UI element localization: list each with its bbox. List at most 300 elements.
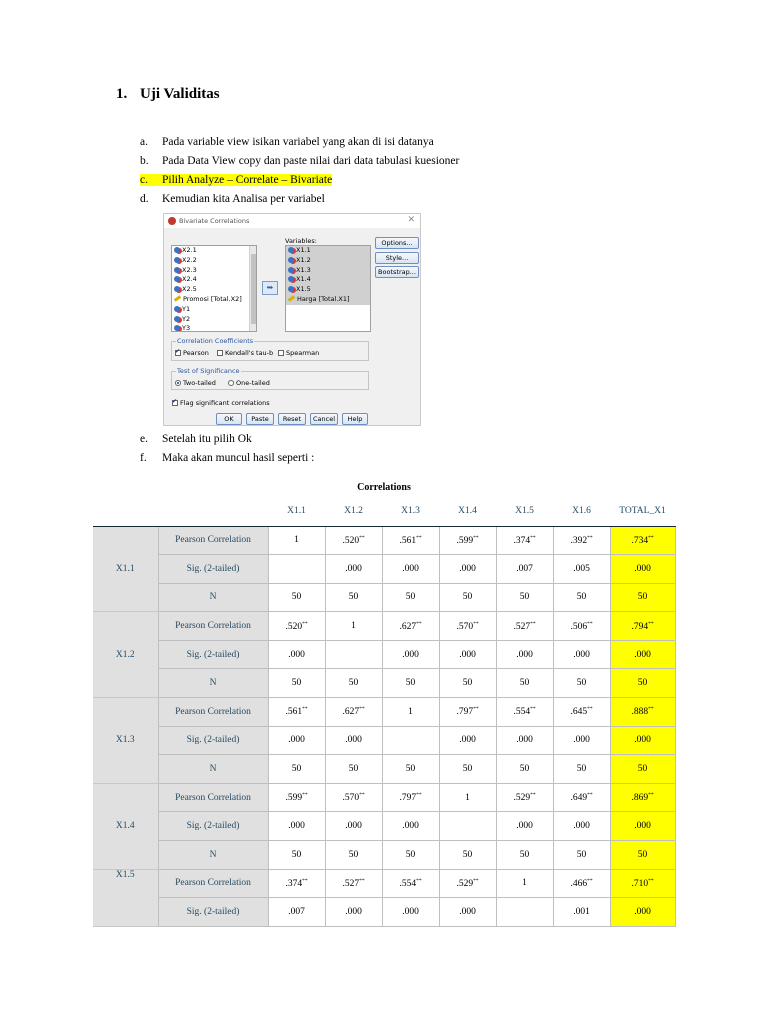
cell-value: 50 [291,678,302,689]
table-cell [496,755,553,784]
significance-mark: ** [648,706,654,713]
cell-value: .000 [402,563,419,574]
table-cell [439,583,496,612]
cell-value: 50 [405,678,416,689]
cell-value: 50 [637,764,648,775]
cell-value: .000 [516,649,533,660]
total-cell [610,669,675,698]
stat-label: Sig. (2-tailed) [158,726,268,755]
cell-value: .374 [285,878,303,889]
spss-app-icon [168,217,176,225]
cell-value: .000 [345,907,362,918]
cell-value: .000 [459,907,476,918]
bivariate-correlations-dialog [163,213,421,426]
cell-value: 50 [519,678,530,689]
table-cell [496,783,553,812]
arrow-left-icon: ➥ [266,283,274,292]
table-cell [382,812,439,841]
step-letter: c. [140,174,162,186]
table-cell [439,812,496,841]
table-cell [496,612,553,641]
cell-value: .000 [634,821,651,832]
cell-value: .000 [634,735,651,746]
list-item-label: X1.3 [296,265,311,274]
table-cell [439,698,496,727]
table-cell [325,898,382,927]
cell-value: .627 [342,707,360,718]
table-row [93,526,675,555]
table-cell [496,583,553,612]
cell-value: .000 [516,821,533,832]
checkbox-label: Flag significant correlations [180,399,270,407]
scale-variable-icon [288,276,294,282]
table-cell [325,555,382,584]
list-item[interactable] [286,246,370,256]
table-cell [496,726,553,755]
list-item[interactable] [172,256,256,266]
table-cell [325,698,382,727]
step-f [140,452,314,464]
significance-mark: ** [530,534,536,541]
cell-value: 50 [519,592,530,603]
radio-selected-icon [175,380,181,386]
table-cell [382,755,439,784]
table-cell [439,869,496,898]
total-cell [610,612,675,641]
stat-label: Sig. (2-tailed) [158,640,268,669]
cell-value: .000 [459,563,476,574]
cell-value: .000 [634,649,651,660]
table-cell [439,612,496,641]
significance-mark: ** [416,534,422,541]
source-variable-list[interactable] [171,245,257,332]
cell-value: .649 [570,793,588,804]
scale-variable-icon [288,257,294,263]
table-cell [268,583,325,612]
cell-value: 50 [637,849,648,860]
cell-value: 50 [462,764,473,775]
cell-value: 1 [351,621,356,632]
table-cell [325,841,382,870]
cell-value: .000 [402,907,419,918]
stat-label: Pearson Correlation [158,612,268,641]
step-e [140,433,252,445]
list-item[interactable] [172,295,256,305]
significance-mark: ** [648,534,654,541]
table-cell [553,783,610,812]
list-item[interactable] [286,256,370,266]
step-letter: f. [140,452,147,464]
table-cell [439,669,496,698]
significance-mark: ** [473,534,479,541]
list-item[interactable] [172,275,256,285]
list-item[interactable] [172,315,256,325]
list-item-label: Y2 [182,314,191,323]
cell-value: .627 [399,621,417,632]
table-cell [553,583,610,612]
list-item[interactable] [286,266,370,276]
cell-value: .000 [459,735,476,746]
cell-value: .888 [631,707,649,718]
cancel-button[interactable]: Cancel [310,413,338,425]
cell-value: .000 [634,563,651,574]
table-cell [268,812,325,841]
table-cell [325,526,382,555]
table-row [93,669,675,698]
step-text: Maka akan muncul hasil seperti : [162,452,315,464]
options-button[interactable]: Options... [375,237,419,249]
scale-variable-icon [174,286,180,292]
column-header: X1.2 [325,496,382,526]
cell-value: 50 [576,678,587,689]
table-cell [439,726,496,755]
cell-value: .001 [573,907,590,918]
stat-label: Sig. (2-tailed) [158,555,268,584]
variables-label: Variables: [285,237,317,245]
list-item[interactable] [172,285,256,295]
stat-label: Pearson Correlation [158,526,268,555]
cell-value: .554 [513,707,531,718]
table-cell [382,526,439,555]
correlation-coefficients-group [171,337,369,361]
cell-value: 50 [405,764,416,775]
table-cell [325,669,382,698]
cell-value: .000 [516,735,533,746]
list-item-label: Promosi [Total.X2] [183,294,242,303]
significance-mark: ** [473,620,479,627]
kendall-checkbox[interactable] [217,349,273,357]
step-text: Pada variable view isikan variabel yang akan di isi datanya [162,136,434,148]
list-item[interactable] [172,266,256,276]
move-variable-button[interactable] [262,281,278,295]
step-b [140,155,459,167]
cell-value: 50 [291,592,302,603]
table-cell [268,755,325,784]
cell-value: 50 [348,764,359,775]
radio-label: Two-tailed [183,379,216,387]
list-item-label: Y3 [182,324,191,332]
table-row [93,583,675,612]
list-item[interactable] [286,285,370,295]
cell-value: 50 [637,592,648,603]
step-text-highlighted: Pilih Analyze – Correlate – Bivariate [162,174,333,186]
list-item-label: X2.5 [182,285,197,294]
step-letter: a. [140,136,148,148]
total-cell [610,698,675,727]
significance-mark: ** [416,620,422,627]
significance-mark: ** [587,877,593,884]
cell-value: .007 [288,907,305,918]
significance-mark: ** [302,706,308,713]
flag-significant-checkbox[interactable] [172,399,270,407]
table-cell [496,526,553,555]
stat-label: N [158,841,268,870]
bootstrap-button[interactable]: Bootstrap... [375,266,419,278]
group-label: Correlation Coefficients [177,337,254,345]
cell-value: .000 [402,821,419,832]
one-tailed-radio[interactable] [228,379,270,387]
step-text: Kemudian kita Analisa per variabel [162,193,325,205]
total-cell [610,783,675,812]
list-item-label: X2.1 [182,246,197,254]
style-button[interactable]: Style... [375,252,419,264]
list-item[interactable] [286,295,370,305]
table-cell [553,869,610,898]
step-a [140,136,434,148]
significance-mark: ** [587,706,593,713]
significance-mark: ** [587,792,593,799]
table-cell [382,698,439,727]
step-letter: e. [140,433,148,445]
table-cell [325,640,382,669]
column-header: X1.1 [268,496,325,526]
cell-value: 50 [462,849,473,860]
close-icon[interactable]: ✕ [407,215,415,225]
table-header-row [93,496,675,526]
cell-value: .869 [631,793,649,804]
spearman-checkbox[interactable] [278,349,319,357]
cell-value: 1 [294,535,299,546]
cell-value: .000 [459,649,476,660]
cell-value: .561 [399,535,417,546]
significance-mark: ** [473,706,479,713]
total-cell [610,841,675,870]
checkbox-checked-icon [175,350,181,356]
cell-value: .710 [631,878,649,889]
table-cell [268,669,325,698]
list-item-label: Harga [Total.X1] [297,294,350,303]
section-title: Uji Validitas [140,86,220,102]
cell-value: 50 [519,764,530,775]
cell-value: .520 [285,621,303,632]
table-cell [553,812,610,841]
significance-mark: ** [359,877,365,884]
significance-mark: ** [302,620,308,627]
significance-mark: ** [302,792,308,799]
step-d [140,193,325,205]
list-item-label: X1.5 [296,285,311,294]
table-cell [382,669,439,698]
step-letter: d. [140,193,149,205]
cell-value: .645 [570,707,588,718]
cell-value: 50 [348,849,359,860]
total-cell [610,583,675,612]
scrollbar-thumb[interactable] [251,254,256,324]
cell-value: 50 [576,592,587,603]
cell-value: .797 [399,793,417,804]
table-cell [439,555,496,584]
table-cell [553,669,610,698]
significance-mark: ** [473,877,479,884]
significance-mark: ** [416,877,422,884]
radio-label: One-tailed [236,379,270,387]
table-cell [553,526,610,555]
table-cell [496,555,553,584]
cell-value: 50 [637,678,648,689]
cell-value: 50 [291,849,302,860]
checkbox-checked-icon [172,400,178,406]
total-cell [610,555,675,584]
table-cell [268,898,325,927]
cell-value: .000 [345,735,362,746]
table-cell [496,669,553,698]
scale-variable-icon [174,316,180,322]
cell-value: .000 [573,735,590,746]
table-cell [553,698,610,727]
checkbox-unchecked-icon [217,350,223,356]
total-cell [610,640,675,669]
list-item-label: X2.4 [182,275,197,284]
two-tailed-radio[interactable] [175,379,216,387]
cell-value: 50 [348,678,359,689]
ruler-icon [174,295,181,301]
list-item-label: X1.1 [296,246,311,254]
stat-label: Sig. (2-tailed) [158,812,268,841]
list-item-label: X2.2 [182,255,197,264]
stat-label: Sig. (2-tailed) [158,898,268,927]
cell-value: .374 [513,535,531,546]
cell-value: 1 [408,706,413,717]
cell-value: .000 [345,563,362,574]
column-header: TOTAL_X1 [610,496,675,526]
table-cell [268,698,325,727]
table-cell [325,812,382,841]
table-cell [496,812,553,841]
list-item[interactable] [172,305,256,315]
table-cell [268,526,325,555]
table-cell [553,612,610,641]
cell-value: .734 [631,535,649,546]
table-cell [439,640,496,669]
table-cell [268,841,325,870]
ok-button[interactable]: OK [216,413,242,425]
scale-variable-icon [288,247,294,253]
cell-value: .797 [456,707,474,718]
list-item[interactable] [286,275,370,285]
scale-variable-icon [174,267,180,273]
table-cell [553,898,610,927]
cell-value: .527 [513,621,531,632]
cell-value: .000 [288,649,305,660]
group-label: Test of Significance [177,367,240,375]
column-header: X1.5 [496,496,553,526]
table-cell [439,841,496,870]
row-variable-label: X1.3 [93,698,158,784]
table-cell [439,898,496,927]
checkbox-label: Pearson [183,349,209,357]
column-header: X1.6 [553,496,610,526]
total-cell [610,526,675,555]
scale-variable-icon [288,267,294,273]
table-cell [439,755,496,784]
total-cell [610,812,675,841]
table-cell [382,726,439,755]
list-item-label: X1.2 [296,255,311,264]
table-cell [325,612,382,641]
step-c [140,174,332,186]
table-cell [553,841,610,870]
total-cell [610,755,675,784]
cell-value: .000 [573,821,590,832]
significance-mark: ** [530,620,536,627]
table-cell [553,640,610,669]
section-heading [116,86,220,103]
cell-value: 50 [405,592,416,603]
table-row [93,555,675,584]
cell-value: .000 [288,821,305,832]
cell-value: .000 [573,649,590,660]
table-cell [496,898,553,927]
ruler-icon [288,295,295,301]
cell-value: .000 [402,649,419,660]
cell-value: .506 [570,621,588,632]
table-cell [382,898,439,927]
significance-mark: ** [530,792,536,799]
table-row [93,812,675,841]
list-item[interactable] [172,246,256,256]
selected-variable-list[interactable] [285,245,371,332]
cell-value: .520 [342,535,360,546]
list-scrollbar[interactable] [249,246,256,331]
cell-value: .570 [342,793,360,804]
significance-mark: ** [416,792,422,799]
table-cell [382,555,439,584]
list-item-label: Y1 [182,304,191,313]
cell-value: .599 [285,793,303,804]
table-cell [496,869,553,898]
cell-value: .000 [634,907,651,918]
column-header: X1.4 [439,496,496,526]
stat-label: Pearson Correlation [158,783,268,812]
cell-value: .007 [516,563,533,574]
cell-value: .000 [288,735,305,746]
cell-value: .392 [570,535,588,546]
cell-value: .466 [570,878,588,889]
paste-button[interactable]: Paste [246,413,274,425]
table-cell [268,612,325,641]
significance-mark: ** [359,534,365,541]
table-cell [382,783,439,812]
scale-variable-icon [174,276,180,282]
significance-mark: ** [587,620,593,627]
total-cell [610,898,675,927]
cell-value: 50 [462,678,473,689]
cell-value: .527 [342,878,360,889]
reset-button[interactable]: Reset [278,413,306,425]
table-cell [268,726,325,755]
table-cell [496,841,553,870]
significance-mark: ** [359,706,365,713]
table-cell [553,755,610,784]
table-cell [268,783,325,812]
significance-mark: ** [359,792,365,799]
pearson-checkbox[interactable] [175,349,209,357]
cell-value: .529 [513,793,531,804]
table-row [93,869,675,898]
cell-value: 50 [291,764,302,775]
row-variable-label: X1.1 [93,526,158,612]
cell-value: .794 [631,621,649,632]
table-cell [382,841,439,870]
table-cell [382,869,439,898]
list-item[interactable] [172,324,256,332]
table-cell [268,555,325,584]
help-button[interactable]: Help [342,413,368,425]
table-cell [439,783,496,812]
cell-value: 1 [522,878,527,889]
table-row [93,640,675,669]
row-variable-label: X1.2 [93,612,158,698]
